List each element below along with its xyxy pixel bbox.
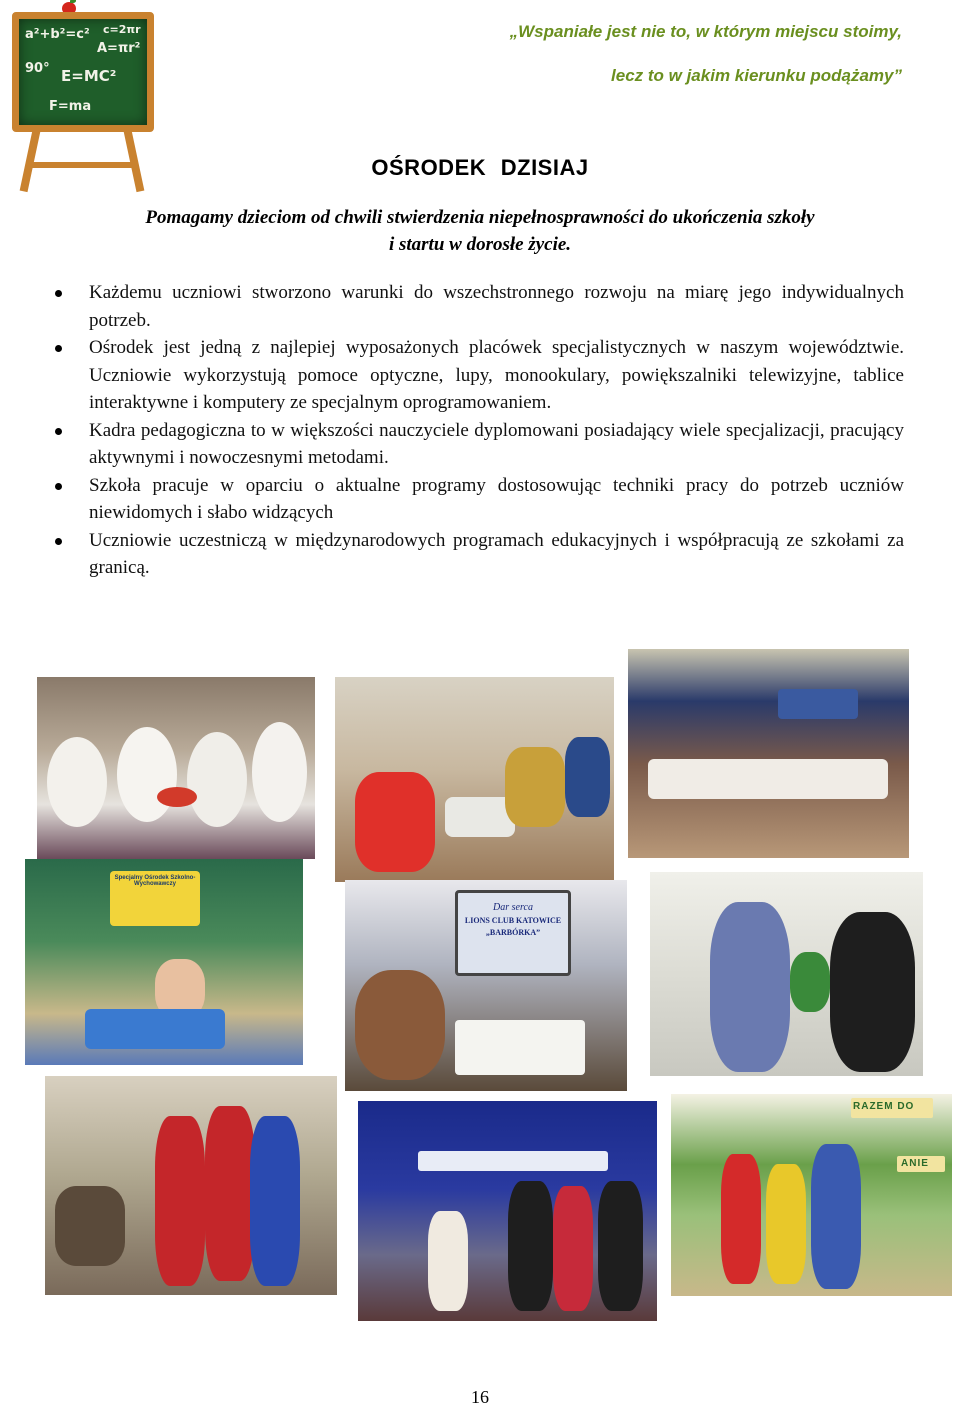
photo-classroom-computers: [335, 677, 614, 882]
chalk-formula: 90°: [25, 61, 50, 76]
chalk-formula: F=ma: [49, 99, 92, 114]
photo-women-flowers: [650, 872, 923, 1076]
chalk-formula: E=MC²: [61, 67, 117, 85]
list-item: Szkoła pracuje w oparciu o aktualne programy dostosowując techniki pracy do potrzeb uczniów niewidomych i słabo widzących: [89, 472, 904, 527]
banner-text-right: ANIE: [901, 1158, 929, 1169]
motto-line-2: lecz to w jakim kierunku podążamy”: [611, 66, 902, 85]
motto-line-1: „Wspaniałe jest nie to, w którym miejscu stoimy,: [509, 22, 902, 41]
list-item: Kadra pedagogiczna to w większości nauczyciele dyplomowani posiadający wiele specjalizacji, pracujący aktywnymi i nowoczesnymi metodami.: [89, 417, 904, 472]
monitor-text-1: Dar serca: [493, 902, 533, 913]
chalk-formula: c=2πr: [103, 23, 141, 36]
photo-exhibition-stand: [25, 859, 303, 1065]
photo-students-tshirts: [37, 677, 315, 859]
photo-folk-singers: [45, 1076, 337, 1295]
chalk-formula: a²+b²=c²: [25, 27, 90, 42]
page-title: OŚRODEK DZISIAJ: [371, 155, 589, 180]
list-item: Uczniowie uczestniczą w międzynarodowych programach edukacyjnych i współpracują ze szkołami za granicą.: [89, 527, 904, 582]
photo-outdoor-festival: [671, 1094, 952, 1296]
photo-reading-device: [345, 880, 627, 1091]
monitor-text-2: LIONS CLUB KATOWICE: [464, 916, 562, 925]
banner-text-left: RAZEM DO: [853, 1101, 915, 1112]
poster-text: Specjalny Ośrodek Szkolno-Wychowawczy: [114, 875, 196, 887]
photo-hall-event: [628, 649, 909, 858]
page-number: 16: [471, 1387, 489, 1407]
bullet-list: [89, 279, 904, 582]
apple-leaf-icon: [70, 0, 76, 3]
list-item: Ośrodek jest jedną z najlepiej wyposażonych placówek specjalistycznych w naszym województwie. Uczniowie wykorzystują pomoce optyczne, lupy, monookulary, powiększalniki telewizyjne, tablice interaktywne i komputery ze specjalnym oprogramowaniem.: [89, 334, 904, 417]
photo-nativity-performance: [358, 1101, 657, 1321]
chalk-formula: A=πr²: [97, 41, 141, 56]
monitor-text-3: „BARBÓRKA”: [485, 928, 541, 937]
subtitle-line-1: Pomagamy dzieciom od chwili stwierdzenia niepełnosprawności do ukończenia szkoły: [145, 207, 815, 228]
list-item: Każdemu uczniowi stworzono warunki do wszechstronnego rozwoju na miarę jego indywidualnych potrzeb.: [89, 279, 904, 334]
chalkboard: [12, 12, 154, 132]
subtitle: [30, 204, 930, 258]
subtitle-line-2: i startu w dorosłe życie.: [388, 234, 572, 255]
